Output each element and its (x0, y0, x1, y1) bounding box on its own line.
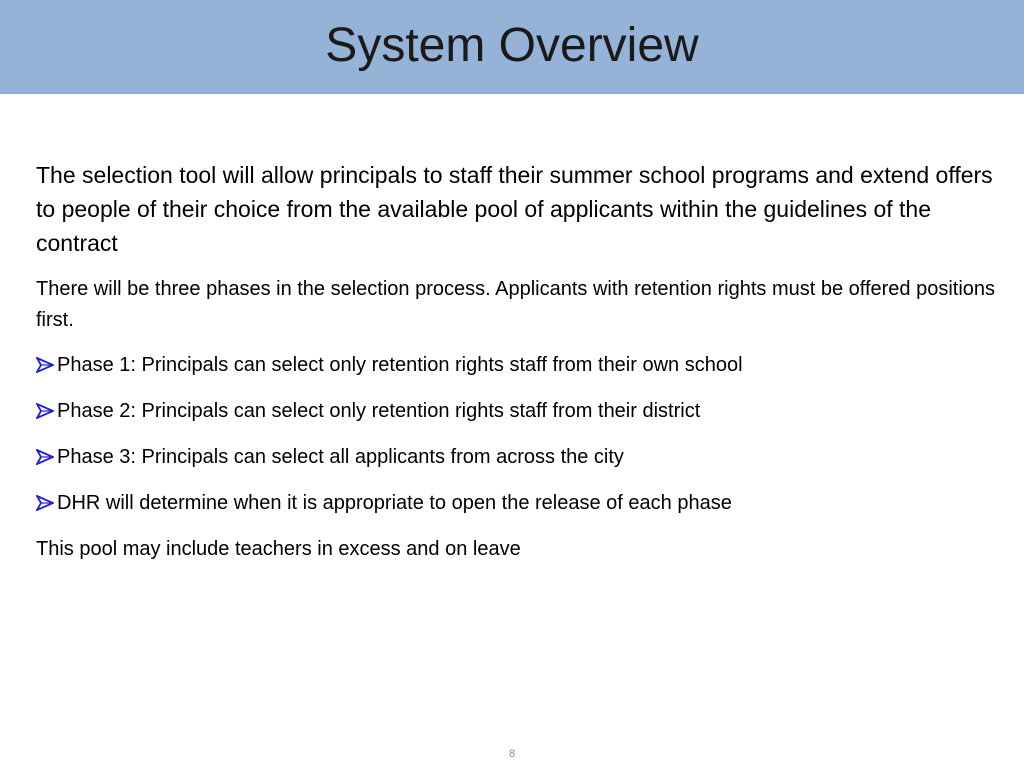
arrow-bullet-icon (36, 444, 57, 475)
slide-body (36, 158, 996, 579)
bullet-text: DHR will determine when it is appropriate to open the release of each phase (57, 492, 732, 514)
intro-paragraph: The selection tool will allow principals to staff their summer school programs and extend offers to people of their choice from the available pool of applicants within the guidelines of the contract (36, 162, 993, 256)
bullet-text: Phase 1: Principals can select only retention rights staff from their own school (57, 354, 743, 376)
bullet-item-dhr (36, 488, 996, 519)
arrow-bullet-icon (36, 352, 57, 383)
bullet-item-phase-1 (36, 350, 996, 381)
closing-paragraph: This pool may include teachers in excess and on leave (36, 538, 521, 560)
bullet-item-phase-2 (36, 396, 996, 427)
title-bar (0, 0, 1024, 94)
bullet-text: Phase 2: Principals can select only retention rights staff from their district (57, 400, 701, 422)
slide-title: System Overview (325, 19, 699, 72)
bullet-text: Phase 3: Principals can select all applicants from across the city (57, 446, 624, 468)
arrow-bullet-icon (36, 398, 57, 429)
bullet-item-phase-3 (36, 442, 996, 473)
arrow-bullet-icon (36, 490, 57, 521)
page-number: 8 (508, 748, 516, 760)
phases-intro-paragraph: There will be three phases in the selection process. Applicants with retention rights must be offered positions first. (36, 278, 996, 331)
